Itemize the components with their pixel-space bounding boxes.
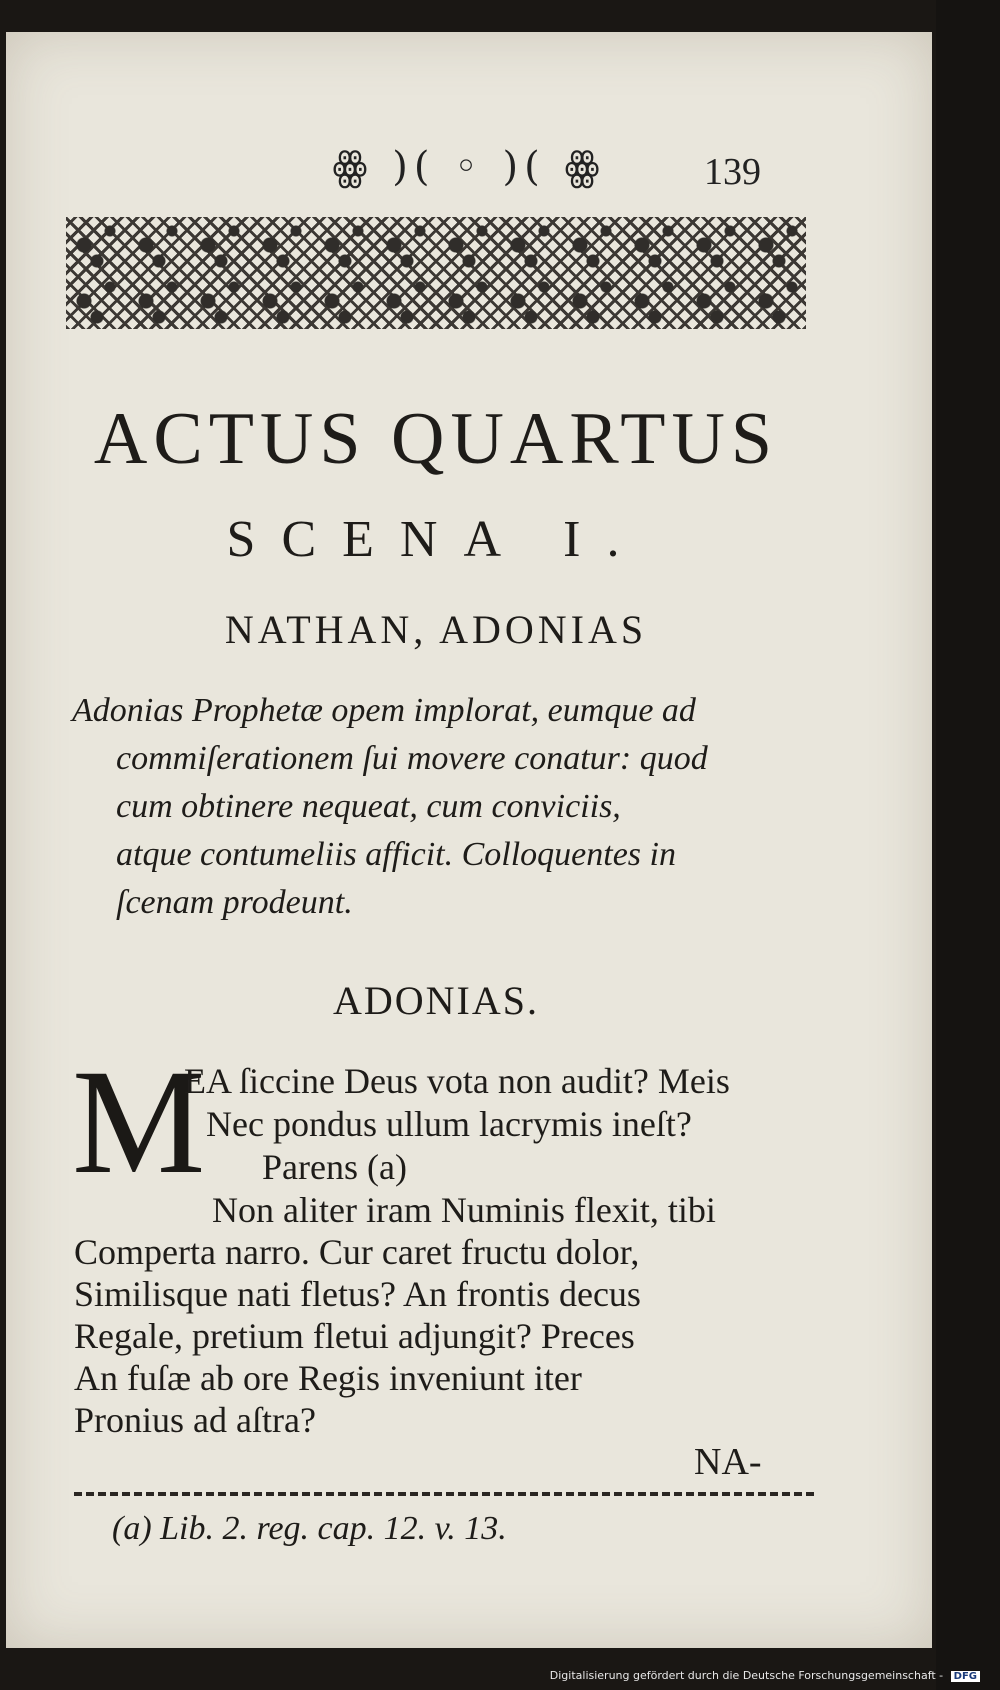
speaker-heading: ADONIAS. bbox=[333, 978, 539, 1023]
verse-line: Parens (a) bbox=[262, 1147, 407, 1187]
argument-line: Adonias Prophetæ opem implorat, eumque ad bbox=[72, 692, 696, 729]
scan-background-edge bbox=[936, 0, 1000, 1690]
page-number: 139 bbox=[704, 151, 761, 193]
verse-line: Regale, pretium fletui adjungit? Preces bbox=[74, 1316, 635, 1356]
footnote-rule bbox=[74, 1492, 814, 1496]
verse-line: Nec pondus ullum lacrymis ineſt? bbox=[206, 1104, 692, 1144]
verse-line: Pronius ad aſtra? bbox=[74, 1400, 316, 1440]
verse-line: Comperta narro. Cur caret fructu dolor, bbox=[74, 1232, 640, 1272]
scene-title: SCENA I. bbox=[226, 511, 646, 568]
book-page bbox=[6, 32, 932, 1648]
footnote: (a) Lib. 2. reg. cap. 12. v. 13. bbox=[112, 1510, 507, 1547]
catchword: NA- bbox=[694, 1441, 762, 1483]
act-title: ACTUS QUARTUS bbox=[93, 398, 779, 480]
decorative-ornament-band bbox=[66, 217, 806, 329]
argument-line: cum obtinere nequeat, cum conviciis, bbox=[116, 788, 621, 825]
verse-line: An fuſæ ab ore Regis inveniunt iter bbox=[74, 1358, 582, 1398]
dramatis-personae: NATHAN, ADONIAS bbox=[224, 607, 648, 652]
verse-line: Non aliter iram Numinis flexit, tibi bbox=[212, 1190, 716, 1230]
digitization-credit bbox=[550, 1669, 980, 1682]
verse-line: EA ſiccine Deus vota non audit? Meis bbox=[184, 1061, 730, 1101]
credit-text: Digitalisierung gefördert durch die Deutsche Forschungsgemeinschaft - bbox=[549, 1669, 944, 1682]
verse-line: Similisque nati fletus? An frontis decus bbox=[74, 1274, 641, 1314]
argument-line: ſcenam prodeunt. bbox=[116, 884, 353, 921]
dfg-logo: DFG bbox=[951, 1671, 980, 1682]
argument-line: commiſerationem ſui movere conatur: quod bbox=[116, 740, 708, 777]
argument-line: atque contumeliis afficit. Colloquentes in bbox=[116, 836, 676, 873]
drop-capital: M bbox=[72, 1039, 206, 1205]
page-header bbox=[6, 144, 932, 190]
header-ornament: ꙮ )( ◦ )( ꙮ bbox=[332, 144, 606, 190]
scene-argument bbox=[72, 687, 812, 927]
